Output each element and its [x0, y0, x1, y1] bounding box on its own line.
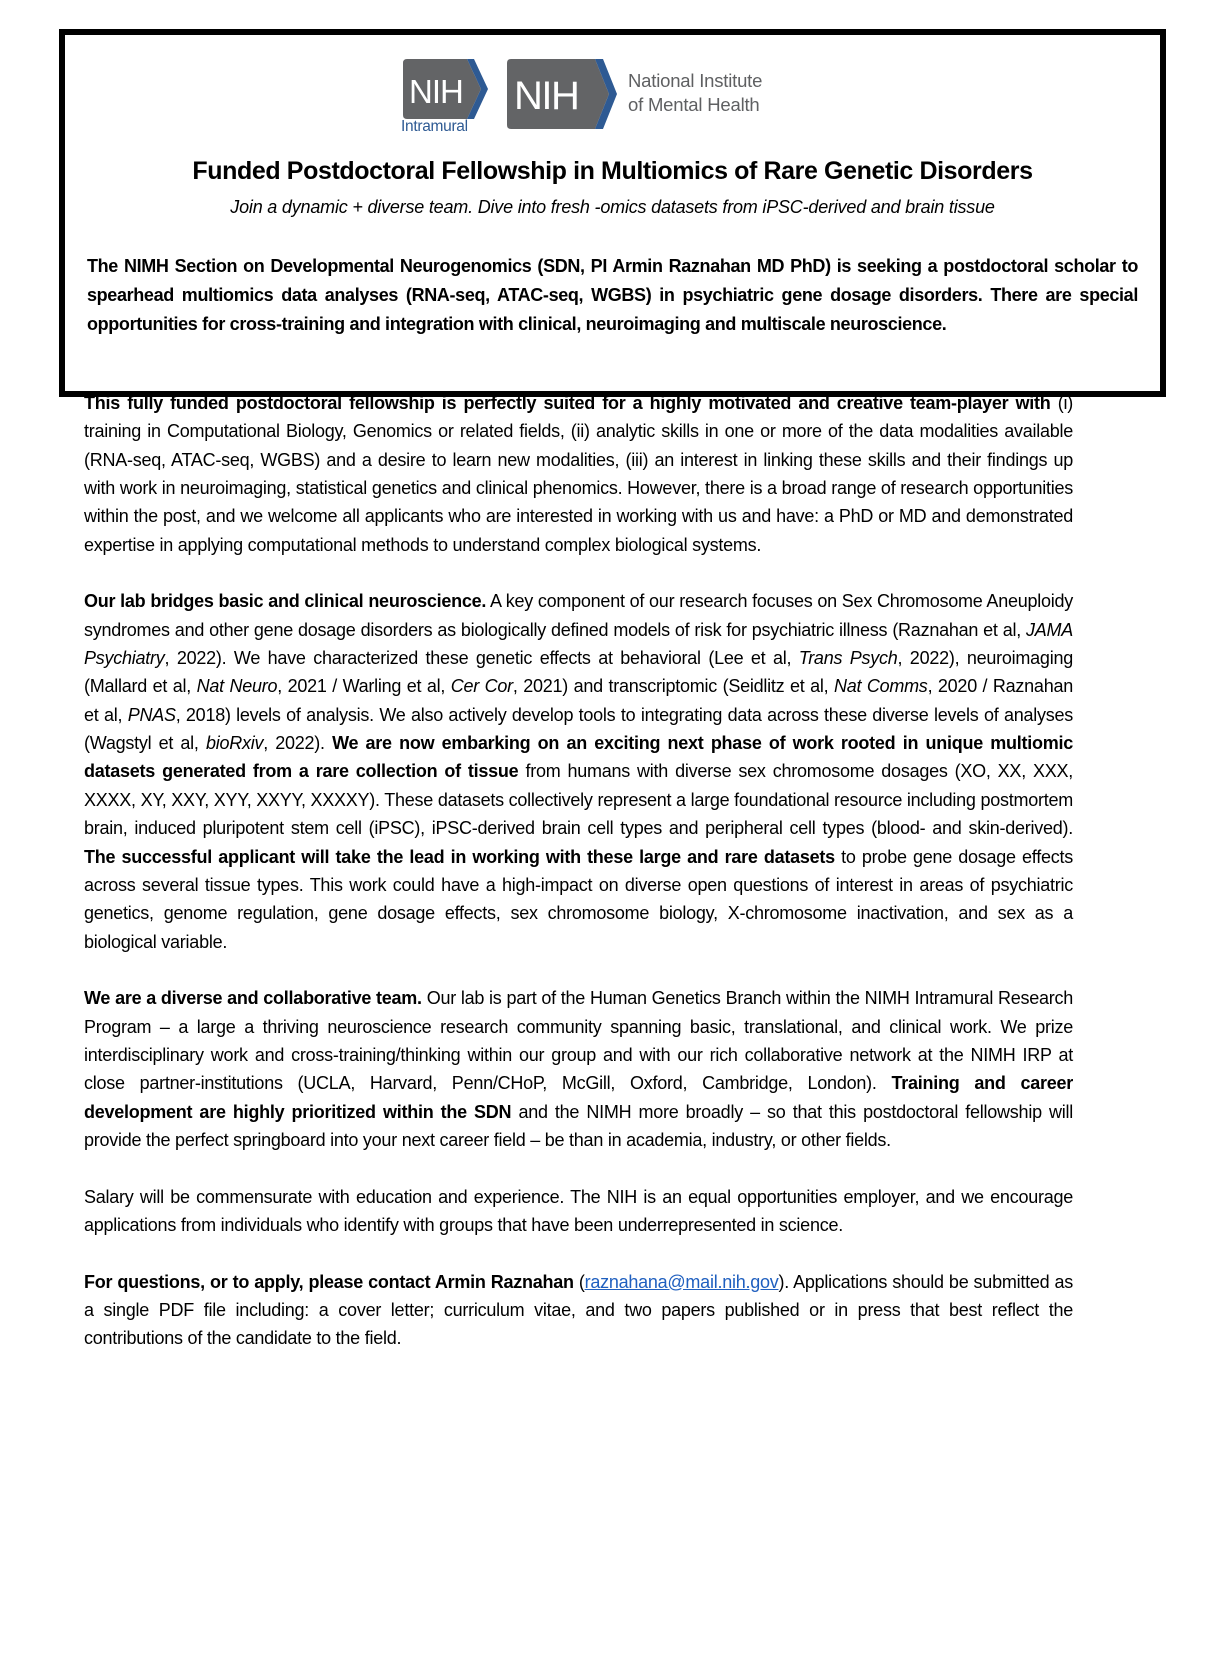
header-box: [59, 29, 1166, 397]
paragraph-lead: For questions, or to apply, please contact Armin Raznahan: [84, 1271, 574, 1292]
nimh-wordmark-line2: of Mental Health: [628, 94, 760, 115]
svg-text:NIH: NIH: [514, 74, 579, 118]
svg-text:Intramural: Intramural: [401, 118, 468, 133]
nimh-wordmark: [628, 69, 762, 117]
paragraph-lead: Our lab bridges basic and clinical neuroscience.: [84, 591, 487, 612]
nih-intramural-logo-icon: [401, 57, 491, 133]
journal-name: PNAS: [127, 704, 176, 725]
journal-name: bioRxiv: [205, 733, 264, 754]
document-body: [84, 389, 1073, 1381]
nih-logo-icon: [505, 57, 621, 133]
contact-email-link[interactable]: raznahana@mail.nih.gov: [584, 1271, 779, 1292]
paragraph-contact: For questions, or to apply, please contact Armin Raznahan (raznahana@mail.nih.gov). Applications should be submitted as a single PDF file including: a cover letter; curriculum vitae, and two papers published or in press that best reflect the contributions of the candidate to the field.: [84, 1271, 1073, 1349]
paragraph-team: We are a diverse and collaborative team. Our lab is part of the Human Genetics Branch within the NIMH Intramural Research Program – a large a thriving neuroscience research community spanning basic, translational, and clinical work. We prize interdisciplinary work and cross-training/thinking within our group and with our rich collaborative network at the NIMH IRP at close partner-institutions (UCLA, Harvard, Penn/CHoP, McGill, Oxford, Cambridge, London). Training and career development are highly prioritized within the SDN and the NIMH more broadly – so that this postdoctoral fellowship will provide the perfect springboard into your next career field – be than in academia, industry, or other fields.: [84, 988, 1074, 1150]
journal-name: JAMA Psychiatry: [84, 619, 1073, 669]
svg-text:NIH: NIH: [409, 73, 463, 110]
paragraph-requirements: This fully funded postdoctoral fellowship is perfectly suited for a highly motivated and creative team-player with (i) training in Computational Biology, Genomics or related fields, (ii) analytic skills in one or more of the data modalities available (RNA-seq, ATAC-seq, WGBS) and a desire to learn new modalities, (iii) an interest in linking these skills and their findings up with work in neuroimaging, statistical genetics and clinical phenomics. However, there is a broad range of research opportunities within the post, and we welcome all applicants who are interested in working with us and have: a PhD or MD and demonstrated expertise in applying computational methods to understand complex biological systems.: [84, 393, 1073, 555]
paragraph-lab-research: Our lab bridges basic and clinical neuroscience. A key component of our research focuses on Sex Chromosome Aneuploidy syndromes and other gene dosage disorders as biologically defined models of risk for psychiatric illness (Raznahan et al, JAMA Psychiatry, 2022). We have characterized these genetic effects at behavioral (Lee et al, Trans Psych, 2022), neuroimaging (Mallard et al, Nat Neuro, 2021 / Warling et al, Cer Cor, 2021) and transcriptomic (Seidlitz et al, Nat Comms, 2020 / Raznahan et al, PNAS, 2018) levels of analysis. We also actively develop tools to integrating data across these diverse levels of analyses (Wagstyl et al, bioRxiv, 2022). We are now embarking on an exciting next phase of work rooted in unique multiomic datasets generated from a rare collection of tissue from humans with diverse sex chromosome dosages (XO, XX, XXX, XXXX, XY, XXY, XYY, XXYY, XXXXY). These datasets collectively represent a large foundational resource including postmortem brain, induced pluripotent stem cell (iPSC), iPSC-derived brain cell types and peripheral cell types (blood- and skin-derived). The successful applicant will take the lead in working with these large and rare datasets to probe gene dosage effects across several tissue types. This work could have a high-impact on diverse open questions of interest in areas of psychiatric genetics, genome regulation, gene dosage effects, sex chromosome biology, X-chromosome inactivation, and sex as a biological variable.: [84, 591, 1074, 952]
page-title: Funded Postdoctoral Fellowship in Multiomics of Rare Genetic Disorders: [192, 157, 1033, 185]
page-subtitle: Join a dynamic + diverse team. Dive into fresh -omics datasets from iPSC-derived and brain tissue: [230, 197, 995, 217]
paragraph-salary: Salary will be commensurate with education and experience. The NIH is an equal opportunities employer, and we encourage applications from individuals who identify with groups that have been underrepresented in science.: [84, 1186, 1073, 1235]
journal-name: Nat Neuro: [196, 676, 278, 697]
paragraph-lead: This fully funded postdoctoral fellowship is perfectly suited for a highly motivated and creative team-player with: [84, 393, 1051, 413]
paragraph-lead: We are a diverse and collaborative team.: [84, 988, 422, 1009]
journal-name: Nat Comms: [833, 676, 928, 697]
highlight-text: Training and career development are highly prioritized within the SDN: [84, 1073, 1073, 1122]
journal-name: Trans Psych: [798, 648, 898, 669]
logo-group: [401, 57, 801, 133]
summary-paragraph: The NIMH Section on Developmental Neurogenomics (SDN, PI Armin Raznahan MD PhD) is seeking a postdoctoral scholar to spearhead multiomics data analyses (RNA-seq, ATAC-seq, WGBS) in psychiatric gene dosage disorders. There are special opportunities for cross-training and integration with clinical, neuroimaging and multiscale neuroscience.: [87, 256, 1138, 334]
highlight-text: The successful applicant will take the lead in working with these large and rare datasets: [84, 846, 835, 867]
journal-name: Cer Cor: [450, 676, 513, 697]
nimh-wordmark-line1: National Institute: [628, 70, 763, 91]
highlight-text: We are now embarking on an exciting next phase of work rooted in unique multiomic datasets generated from a rare collection of tissue: [84, 733, 1073, 782]
